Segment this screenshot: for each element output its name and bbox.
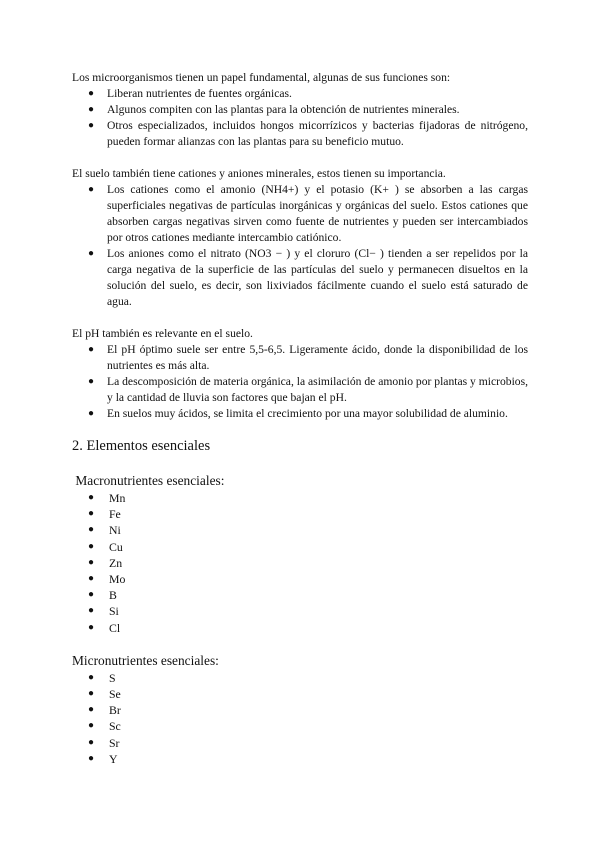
ph-intro: El pH también es relevante en el suelo. — [72, 327, 253, 340]
bullet-icon: ● — [88, 540, 95, 552]
list-item: ● Y — [88, 751, 118, 766]
spacer — [72, 150, 528, 166]
list-item: ● El pH óptimo suele ser entre 5,5-6,5. Ligeramente ácido, donde la disponibilidad de los nutrientes es más alta. — [88, 343, 528, 372]
spacer — [72, 456, 528, 472]
bullet-icon: ● — [88, 120, 95, 131]
ph-list — [72, 342, 528, 422]
macronutrients-list — [72, 490, 528, 636]
microorganisms-intro: Los microorganismos tienen un papel fundamental, algunas de sus funciones son: — [72, 71, 451, 84]
list-item: ● Mn — [88, 491, 126, 505]
list-item: ● Ni — [88, 523, 121, 538]
bullet-icon: ● — [88, 524, 95, 536]
list-item: ● Los aniones como el nitrato (NO3 − ) y el cloruro (Cl− ) tienden a ser repelidos por la carga negativa de la superficie de las partículas del suelo y permanecen disueltos en la solución del suelo, es decir, son lixiviados fácilmente cuando el suelo está saturado de agua. — [88, 247, 528, 308]
bullet-icon: ● — [88, 671, 95, 683]
bullet-icon: ● — [88, 248, 95, 259]
bullet-icon: ● — [88, 736, 95, 748]
list-item: ● Liberan nutrientes de fuentes orgánicas. — [88, 87, 292, 100]
spacer — [72, 636, 528, 652]
section-heading: 2. Elementos esenciales — [72, 438, 211, 454]
list-item: ● Algunos compiten con las plantas para la obtención de nutrientes minerales. — [88, 103, 460, 116]
list-item: ● La descomposición de materia orgánica, la asimilación de amonio por plantas y microbios, y la cantidad de lluvia son factores que bajan el pH. — [88, 375, 528, 404]
bullet-icon: ● — [88, 573, 95, 585]
list-item: ● Fe — [88, 507, 121, 522]
list-item: ● S — [88, 670, 116, 685]
list-item: ● B — [88, 588, 117, 603]
bullet-icon: ● — [88, 104, 95, 115]
microorganisms-list — [72, 86, 528, 150]
list-item: ● Zn — [88, 555, 123, 570]
bullet-icon: ● — [88, 605, 95, 617]
list-item: ● Mo — [88, 572, 126, 587]
spacer — [72, 310, 528, 326]
list-item: ● Cu — [88, 539, 123, 554]
list-item: ● Cl — [88, 620, 121, 635]
micronutrients-title: Micronutrientes esenciales: — [72, 652, 219, 668]
list-item: ● Sc — [88, 719, 121, 734]
bullet-icon: ● — [88, 184, 95, 195]
bullet-icon: ● — [88, 492, 95, 503]
bullet-icon: ● — [88, 752, 95, 764]
bullet-icon: ● — [88, 408, 95, 419]
list-item: ● Otros especializados, incluidos hongos micorrízicos y bacterias fijadoras de nitrógeno, pueden formar alianzas con las plantas para su beneficio mutuo. — [88, 119, 528, 148]
bullet-icon: ● — [88, 589, 95, 601]
list-item: ● Sr — [88, 735, 120, 750]
bullet-icon: ● — [88, 688, 95, 700]
list-item: ● Se — [88, 687, 121, 702]
ions-list — [72, 182, 528, 310]
bullet-icon: ● — [88, 88, 95, 99]
list-item: ● Br — [88, 703, 121, 718]
ions-intro: El suelo también tiene cationes y aniones minerales, estos tienen su importancia. — [72, 167, 446, 180]
macronutrients-title: Macronutrientes esenciales: — [72, 473, 225, 488]
bullet-icon: ● — [88, 720, 95, 732]
bullet-icon: ● — [88, 704, 95, 716]
micronutrients-list — [72, 670, 528, 767]
spacer — [72, 422, 528, 436]
list-item: ● Si — [88, 604, 119, 619]
bullet-icon: ● — [88, 344, 95, 355]
bullet-icon: ● — [88, 376, 95, 387]
list-item: ● Los cationes como el amonio (NH4+) y el potasio (K+ ) se absorben a las cargas superficiales negativas de partículas inorgánicas y orgánicas del suelo. Estos cationes que absorben cargas negativas sirven como fuente de nutrientes y pueden ser intercambiados por otros cationes mediante intercambio catiónico. — [88, 183, 528, 244]
bullet-icon: ● — [88, 508, 95, 520]
bullet-icon: ● — [88, 556, 95, 568]
document-page — [72, 70, 528, 767]
bullet-icon: ● — [88, 621, 95, 633]
list-item: ● En suelos muy ácidos, se limita el crecimiento por una mayor solubilidad de aluminio. — [88, 407, 508, 420]
